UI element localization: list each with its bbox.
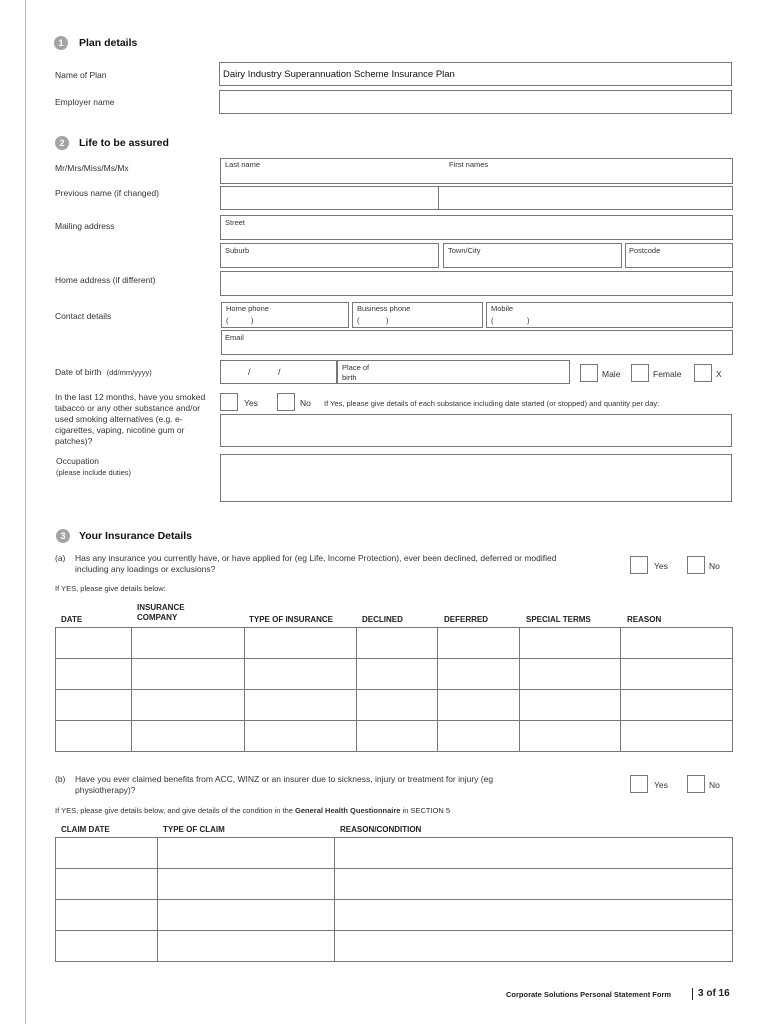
- business-phone-field[interactable]: [352, 302, 483, 328]
- question-b-text: Have you ever claimed benefits from ACC, WINZ or an insurer due to sickness, injury or treatment for injury (eg physiotherapy)?: [75, 774, 494, 795]
- section-1-number: 1: [54, 36, 68, 50]
- place-of-birth-field[interactable]: [337, 360, 570, 384]
- street-label: Street: [225, 218, 246, 227]
- smoke-no-label: No: [300, 398, 311, 408]
- table-cell[interactable]: [520, 721, 621, 752]
- dob-format: (dd/mm/yyyy): [106, 368, 152, 377]
- table-row: [56, 931, 733, 962]
- previous-last-name-field[interactable]: [220, 186, 439, 210]
- table-cell[interactable]: [621, 690, 733, 721]
- table-cell[interactable]: [520, 628, 621, 659]
- name-field[interactable]: [220, 158, 733, 184]
- table-b-header-claim-date: CLAIM DATE: [61, 825, 110, 834]
- question-a-marker: (a): [55, 553, 66, 563]
- table-a-header-special-terms: SPECIAL TERMS: [526, 615, 591, 624]
- question-a-yes-label: Yes: [654, 561, 668, 571]
- smoke-question: In the last 12 months, have you smoked tabacco or any other substance and/or used smoking alternatives (e.g. e-cigarettes, vaping, nicotine gum or patches)?: [55, 392, 206, 446]
- mobile-paren-open: (: [491, 316, 494, 325]
- name-of-plan-field[interactable]: [219, 62, 732, 86]
- home-address-label: Home address (if different): [55, 275, 156, 285]
- email-field[interactable]: [221, 330, 733, 355]
- question-b-marker: (b): [55, 774, 66, 784]
- table-cell[interactable]: [356, 690, 438, 721]
- question-a-no-label: No: [709, 561, 720, 571]
- occupation-label: Occupation: [56, 456, 99, 466]
- name-of-plan-value: Dairy Industry Superannuation Scheme Insurance Plan: [223, 69, 455, 80]
- dob-sep-2: /: [278, 367, 281, 377]
- table-cell[interactable]: [131, 690, 244, 721]
- dob-field[interactable]: [220, 360, 337, 384]
- x-gender-label: X: [716, 369, 722, 379]
- table-cell[interactable]: [520, 690, 621, 721]
- dob-sep-1: /: [248, 367, 251, 377]
- table-a-header-type-of-insurance: TYPE OF INSURANCE: [249, 615, 334, 624]
- page-margin-line: [25, 0, 26, 1024]
- table-b-header-type-of-claim: TYPE OF CLAIM: [163, 825, 225, 834]
- table-a-header-date: DATE: [61, 615, 83, 624]
- smoke-details-field[interactable]: [220, 414, 732, 447]
- table-cell[interactable]: [438, 690, 520, 721]
- table-cell[interactable]: [56, 721, 132, 752]
- table-cell[interactable]: [157, 838, 334, 869]
- table-cell[interactable]: [334, 931, 732, 962]
- mobile-paren-close: ): [527, 316, 530, 325]
- last-name-label: Last name: [225, 160, 261, 169]
- footer-form-name: Corporate Solutions Personal Statement Form: [506, 990, 672, 999]
- previous-first-names-field[interactable]: [438, 186, 733, 210]
- table-a-header-insurance-company: INSURANCE COMPANY: [137, 603, 185, 622]
- business-phone-paren-open: (: [357, 316, 360, 325]
- table-cell[interactable]: [244, 659, 356, 690]
- first-names-label: First names: [449, 160, 489, 169]
- question-b-yes-label: Yes: [654, 780, 668, 790]
- table-b-header-reason-condition: REASON/CONDITION: [340, 825, 422, 834]
- table-cell[interactable]: [438, 659, 520, 690]
- table-row: [56, 869, 733, 900]
- male-label: Male: [602, 369, 621, 379]
- table-row: [56, 659, 733, 690]
- table-row: [56, 721, 733, 752]
- mobile-field[interactable]: [486, 302, 733, 328]
- table-cell[interactable]: [131, 721, 244, 752]
- footer-divider: [692, 988, 693, 1000]
- dob-label-text: Date of birth: [55, 367, 102, 377]
- table-cell[interactable]: [131, 628, 244, 659]
- table-row: [56, 900, 733, 931]
- table-cell[interactable]: [356, 659, 438, 690]
- question-b-no-label: No: [709, 780, 720, 790]
- home-phone-paren-open: (: [226, 316, 229, 325]
- table-cell[interactable]: [56, 900, 158, 931]
- table-cell[interactable]: [356, 721, 438, 752]
- section-1-title: Plan details: [79, 37, 138, 49]
- table-cell[interactable]: [56, 628, 132, 659]
- table-a-header-deferred: DEFERRED: [444, 615, 489, 624]
- employer-name-label: Employer name: [55, 97, 115, 107]
- table-a-header-declined: DECLINED: [362, 615, 403, 624]
- table-cell[interactable]: [56, 931, 158, 962]
- table-cell[interactable]: [621, 628, 733, 659]
- table-cell[interactable]: [244, 690, 356, 721]
- table-cell[interactable]: [244, 628, 356, 659]
- female-label: Female: [653, 369, 682, 379]
- question-b-if-yes: [55, 805, 450, 816]
- employer-name-field[interactable]: [219, 90, 732, 114]
- section-2-title: Life to be assured: [79, 137, 169, 149]
- table-row: [56, 838, 733, 869]
- suburb-label: Suburb: [225, 246, 250, 255]
- postcode-label: Postcode: [629, 246, 661, 255]
- insurance-history-table: [55, 627, 733, 752]
- question-a-yes-checkbox[interactable]: [630, 556, 648, 574]
- business-phone-label: Business phone: [357, 304, 411, 313]
- question-b-if-yes-pre: If YES, please give details below, and give details of the condition in the: [55, 806, 296, 815]
- table-cell[interactable]: [334, 869, 732, 900]
- question-a-no-checkbox[interactable]: [687, 556, 705, 574]
- smoke-yes-label: Yes: [244, 398, 258, 408]
- smoke-details-instruction: If Yes, please give details of each substance including date started (or stopped) and quantity per day:: [324, 399, 660, 408]
- home-phone-paren-close: ): [251, 316, 254, 325]
- table-cell[interactable]: [621, 659, 733, 690]
- title-label: Mr/Mrs/Miss/Ms/Mx: [55, 163, 129, 173]
- male-checkbox[interactable]: [580, 364, 598, 382]
- question-b-no-checkbox[interactable]: [687, 775, 705, 793]
- question-b-if-yes-link: General Health Questionnaire: [295, 806, 401, 815]
- table-cell[interactable]: [244, 721, 356, 752]
- smoke-yes-checkbox[interactable]: [220, 393, 238, 411]
- mobile-label: Mobile: [491, 304, 514, 313]
- business-phone-paren-close: ): [386, 316, 389, 325]
- smoke-no-checkbox[interactable]: [277, 393, 295, 411]
- table-cell[interactable]: [520, 659, 621, 690]
- table-cell[interactable]: [334, 838, 732, 869]
- occupation-field[interactable]: [220, 454, 732, 502]
- table-cell[interactable]: [157, 869, 334, 900]
- table-cell[interactable]: [157, 900, 334, 931]
- table-cell[interactable]: [334, 900, 732, 931]
- section-3-number: 3: [56, 529, 70, 543]
- table-cell[interactable]: [356, 628, 438, 659]
- place-of-birth-label: Place of birth: [342, 363, 370, 382]
- x-gender-checkbox[interactable]: [694, 364, 712, 382]
- table-a-header-reason: REASON: [627, 615, 662, 624]
- section-3-title: Your Insurance Details: [79, 530, 193, 542]
- question-a-text: Has any insurance you currently have, or have applied for (eg Life, Income Protection), ever been declined, deferred or modified including any loadings or exclusions?: [75, 553, 557, 574]
- table-cell[interactable]: [157, 931, 334, 962]
- table-cell[interactable]: [56, 869, 158, 900]
- name-of-plan-label: Name of Plan: [55, 70, 107, 80]
- table-cell[interactable]: [56, 659, 132, 690]
- town-city-field[interactable]: [443, 243, 622, 268]
- home-phone-field[interactable]: [221, 302, 349, 328]
- street-field[interactable]: [220, 215, 733, 240]
- contact-details-label: Contact details: [55, 311, 112, 321]
- postcode-field[interactable]: [625, 243, 733, 268]
- question-b-if-yes-post: in SECTION 5: [400, 806, 451, 815]
- email-label: Email: [225, 333, 244, 342]
- table-cell[interactable]: [438, 628, 520, 659]
- dob-label: [55, 367, 152, 378]
- table-cell[interactable]: [438, 721, 520, 752]
- suburb-field[interactable]: [220, 243, 439, 268]
- home-address-field[interactable]: [220, 271, 733, 296]
- town-city-label: Town/City: [448, 246, 481, 255]
- table-row: [56, 690, 733, 721]
- section-2-number: 2: [55, 136, 69, 150]
- question-b-yes-checkbox[interactable]: [630, 775, 648, 793]
- occupation-note: (please include duties): [56, 468, 132, 477]
- female-checkbox[interactable]: [631, 364, 649, 382]
- table-cell[interactable]: [56, 838, 158, 869]
- table-cell[interactable]: [621, 721, 733, 752]
- claims-history-table: [55, 837, 733, 962]
- mailing-address-label: Mailing address: [55, 221, 115, 231]
- home-phone-label: Home phone: [226, 304, 269, 313]
- question-a-if-yes: If YES, please give details below:: [55, 584, 166, 593]
- table-cell[interactable]: [131, 659, 244, 690]
- previous-name-label: Previous name (if changed): [55, 188, 159, 198]
- table-cell[interactable]: [56, 690, 132, 721]
- footer-page-number: 3 of 16: [698, 988, 730, 999]
- table-row: [56, 628, 733, 659]
